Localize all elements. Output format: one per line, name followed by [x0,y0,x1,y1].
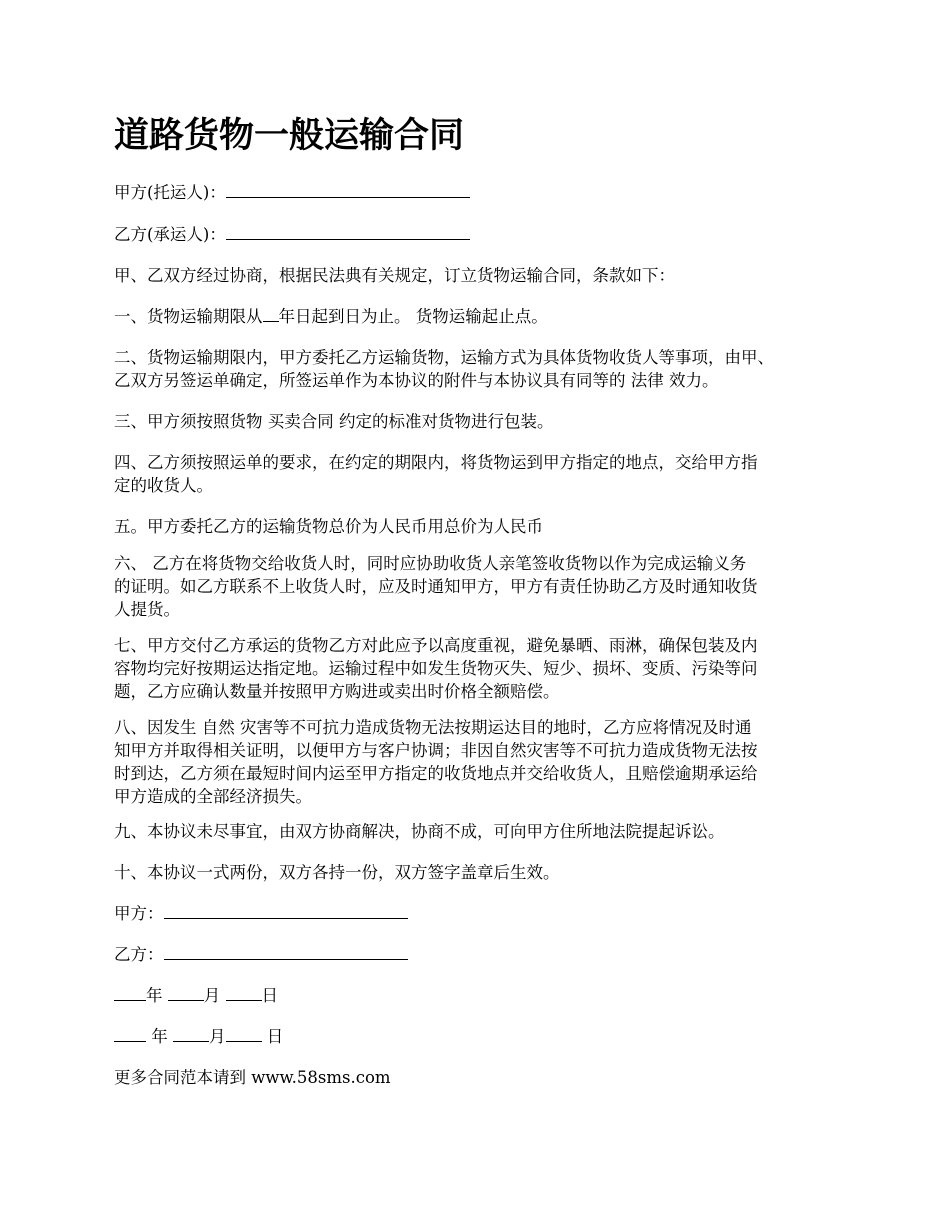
footer-link-text: 更多合同范本请到 www.58sms.com [114,1068,391,1087]
clause-9: 九、本协议未尽事宜，由双方协商解决，协商不成，可向甲方住所地法院提起诉讼。 [114,822,725,841]
date-2-month-label: 月 [209,1027,226,1046]
clause-1-blank [263,305,279,322]
clause-6-line-2: 的证明。如乙方联系不上收货人时，应及时通知甲方，甲方有责任协助乙方及时通知收货 [114,577,758,596]
party-b-line [114,223,844,247]
clause-2-line-1: 二、货物运输期限内，甲方委托乙方运输货物，运输方式为具体货物收货人等事项，由甲、 [114,348,774,367]
date-2-year-blank [114,1025,146,1042]
party-b-label: 乙方(承运人)： [114,225,226,244]
clause-8-line-1: 八、因发生 自然 灾害等不可抗力造成货物无法按期运达目的地时，乙方应将情况及时通 [114,718,752,737]
date-1-day-label: 日 [261,986,278,1005]
clause-10: 十、本协议一式两份，双方各持一份，双方签字盖章后生效。 [114,863,560,882]
signature-a-blank [164,902,408,919]
clause-2-line-2: 乙双方另签运单确定，所签运单作为本协议的附件与本协议具有同等的 法律 效力。 [114,371,719,390]
date-1-day-blank [226,984,262,1001]
clause-4-line-1: 四、乙方须按照运单的要求，在约定的期限内，将货物运到甲方指定的地点，交给甲方指 [114,453,758,472]
party-a-line [114,181,844,205]
party-a-blank [226,181,470,198]
date-2-month-blank [173,1025,209,1042]
signature-b-label: 乙方： [114,945,164,964]
intro-paragraph: 甲、乙双方经过协商，根据民法典有关规定，订立货物运输合同，条款如下： [114,266,675,285]
signature-b-blank [164,943,408,960]
clause-6-line-3: 人提货。 [114,600,180,619]
signature-b-line [114,943,844,967]
date-line-1 [114,984,844,1008]
clause-8-line-3: 时到达，乙方须在最短时间内运至甲方指定的收货地点并交给收货人，且赔偿逾期承运给 [114,764,758,783]
clause-3: 三、甲方须按照货物 买卖合同 约定的标准对货物进行包装。 [114,412,554,431]
clause-1 [114,305,844,329]
party-b-blank [226,223,470,240]
party-a-label: 甲方(托运人)： [114,183,226,202]
date-1-year-label: 年 [146,986,163,1005]
date-2-day-label: 日 [266,1027,284,1046]
clause-8-line-2: 知甲方并取得相关证明，以便甲方与客户协调；非因自然灾害等不可抗力造成货物无法按 [114,741,758,760]
signature-a-line [114,902,844,926]
date-1-year-blank [114,984,146,1001]
date-1-month-blank [168,984,204,1001]
clause-4-line-2: 定的收货人。 [114,476,213,495]
date-2-day-blank [226,1025,262,1042]
clause-6-line-1: 六、 乙方在将货物交给收货人时，同时应协助收货人亲笔签收货物以作为完成运输义务 [114,554,747,573]
clause-7-line-1: 七、甲方交付乙方承运的货物乙方对此应予以高度重视，避免暴晒、雨淋，确保包装及内 [114,636,758,655]
clause-7-line-3: 题，乙方应确认数量并按照甲方购进或卖出时价格全额赔偿。 [114,682,560,701]
clause-1-end: 年日起到日为止。 货物运输起止点。 [278,307,548,326]
date-1-month-label: 月 [203,986,221,1005]
clause-1-start: 一、货物运输期限从 [114,307,263,326]
date-line-2 [114,1025,844,1049]
clause-7-line-2: 容物均完好按期运达指定地。运输过程中如发生货物灭失、短少、损坏、变质、污染等问 [114,659,758,678]
document-title: 道路货物一般运输合同 [114,116,465,156]
clause-5: 五。甲方委托乙方的运输货物总价为人民币用总价为人民币 [114,517,543,536]
date-2-year-label: 年 [151,1027,168,1046]
clause-8-line-4: 甲方造成的全部经济损失。 [114,787,312,806]
signature-a-label: 甲方： [114,904,164,923]
